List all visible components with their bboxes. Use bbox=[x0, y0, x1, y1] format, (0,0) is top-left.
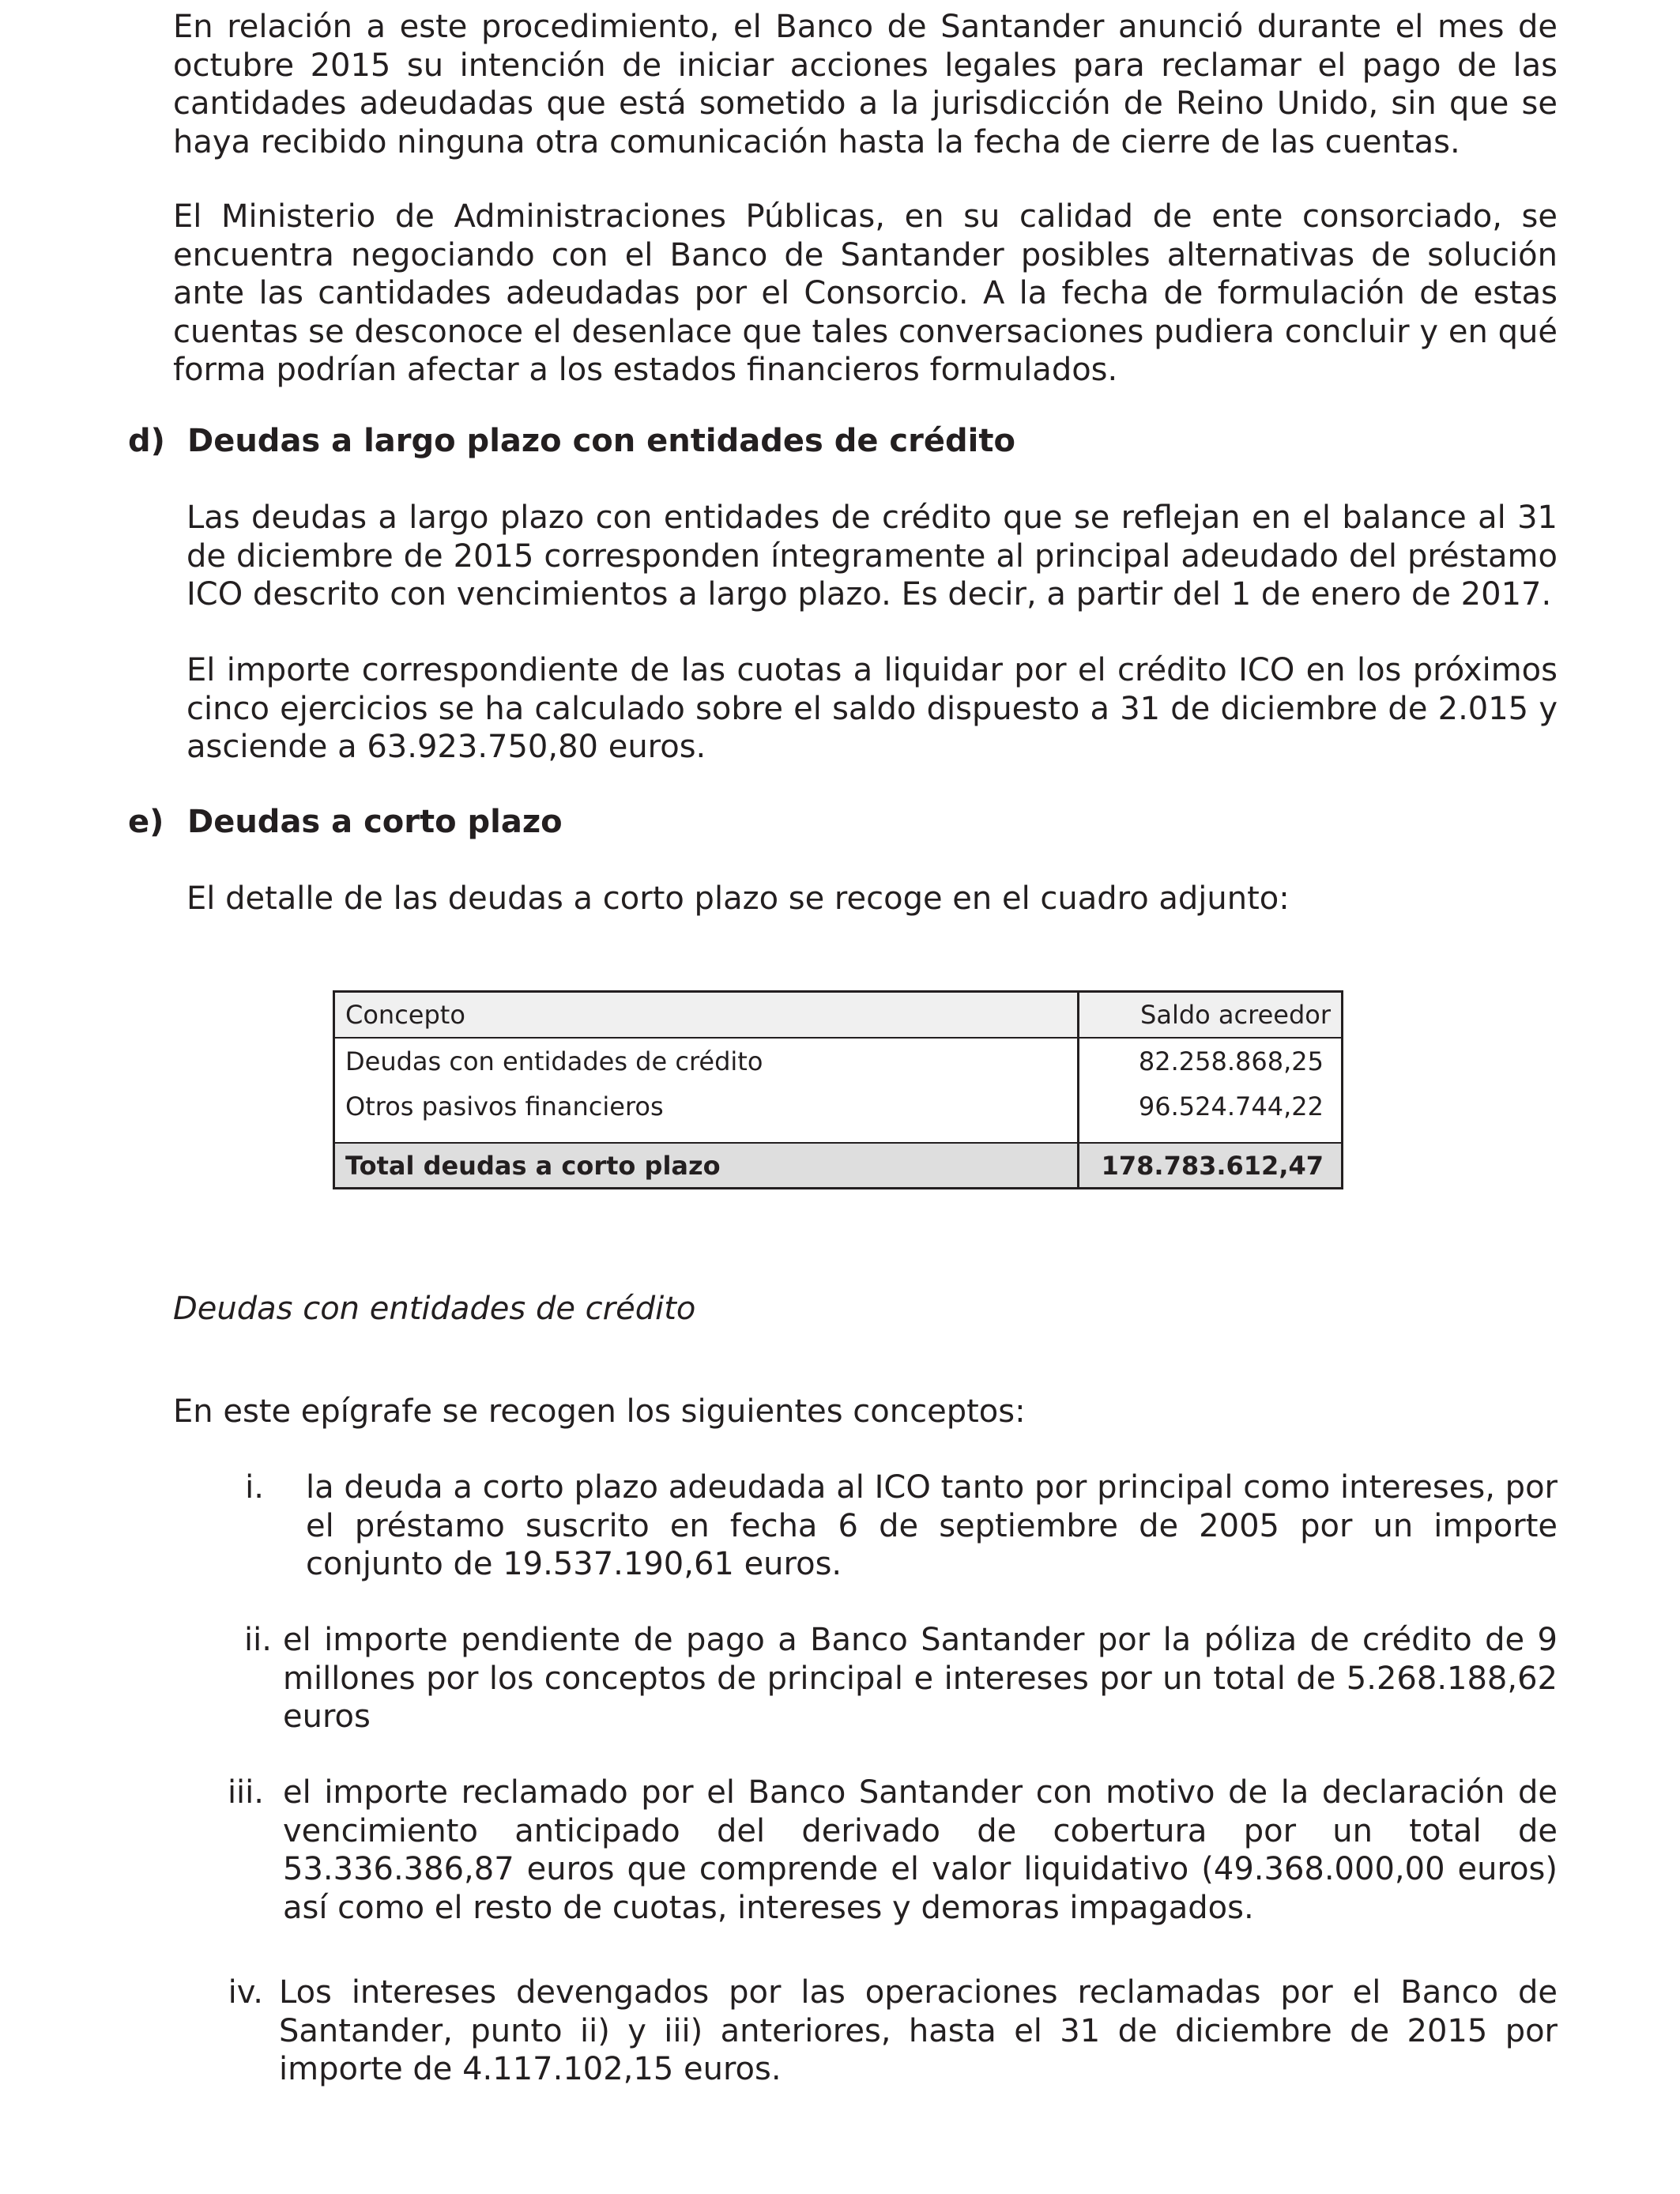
list-item-text: Los intereses devengados por las operaciones reclamadas por el Banco de Santander, punto ii) y iii) anteriores, hasta el 31 de diciembre de 2015 por importe de 4.117.102,15 euros. bbox=[279, 1974, 1558, 2087]
table-cell-amount: 82.258.868,25 bbox=[1138, 1046, 1324, 1076]
subsection-intro: En este epígrafe se recogen los siguientes conceptos: bbox=[173, 1393, 1026, 1430]
table-total-concept: Total deudas a corto plazo bbox=[335, 1144, 1079, 1187]
table-header-concept: Concepto bbox=[335, 993, 1079, 1037]
table-row bbox=[335, 1084, 1341, 1129]
list-item-number: iv. bbox=[228, 1974, 263, 2011]
subsection-title: Deudas con entidades de crédito bbox=[173, 1291, 696, 1327]
section-d-heading bbox=[128, 422, 1234, 462]
table-cell-amount: 96.524.744,22 bbox=[1138, 1091, 1324, 1122]
table-cell-concept: Otros pasivos financieros bbox=[335, 1084, 1079, 1129]
intro-paragraph-2: El Ministerio de Administraciones Públicas, en su calidad de ente consorciado, se encuentra negociando con el Banco de Santander posibles alternativas de solución ante las cantidades adeudadas por el Consorcio. A la fecha de formulación de estas cuentas se desconoce el desenlace que tales conversaciones pudiera concluir y en qué forma podrían afectar a los estados financieros formulados. bbox=[173, 198, 1558, 388]
section-d-paragraph-1: Las deudas a largo plazo con entidades de crédito que se reflejan en el balance al 31 de diciembre de 2015 corresponden íntegramente al principal adeudado del préstamo ICO descrito con vencimientos a largo plazo. Es decir, a partir del 1 de enero de 2017. bbox=[186, 499, 1558, 613]
section-d-title: Deudas a largo plazo con entidades de crédito bbox=[187, 423, 1015, 459]
section-d-paragraph-2: El importe correspondiente de las cuotas a liquidar por el crédito ICO en los próximos cinco ejercicios se ha calculado sobre el saldo dispuesto a 31 de diciembre de 2.015 y asciende a 63.923.750,80 euros. bbox=[186, 652, 1558, 765]
list-item bbox=[221, 1973, 1565, 2092]
table-row bbox=[335, 1039, 1341, 1084]
section-e-heading bbox=[128, 803, 1234, 843]
list-item-number: ii. bbox=[244, 1622, 272, 1658]
intro-paragraph-1: En relación a este procedimiento, el Banco de Santander anunció durante el mes de octubre 2015 su intención de iniciar acciones legales para reclamar el pago de las cantidades adeudadas que está sometido a la jurisdicción de Reino Unido, sin que se haya recibido ninguna otra comunicación hasta la fecha de cierre de las cuentas. bbox=[173, 9, 1558, 160]
short-term-debt-table bbox=[333, 990, 1343, 1189]
list-item bbox=[221, 1774, 1565, 1932]
list-item bbox=[221, 1621, 1565, 1740]
section-e-paragraph-1: El detalle de las deudas a corto plazo se recoge en el cuadro adjunto: bbox=[186, 880, 1290, 917]
list-item-text: la deuda a corto plazo adeudada al ICO tanto por principal como intereses, por el préstamo suscrito en fecha 6 de septiembre de 2005 por un importe conjunto de 19.537.190,61 euros. bbox=[306, 1469, 1558, 1582]
list-item-text: el importe reclamado por el Banco Santander con motivo de la declaración de vencimiento anticipado del derivado de cobertura por un total de 53.336.386,87 euros que comprende el valor liquidativo (49.368.000,00 euros) así como el resto de cuotas, intereses y demoras impagados. bbox=[283, 1774, 1558, 1926]
table-spacer-cell bbox=[1079, 1129, 1341, 1142]
table-header-row bbox=[335, 993, 1341, 1039]
list-item bbox=[221, 1468, 1565, 1587]
list-item-number: i. bbox=[245, 1469, 264, 1506]
list-item-text: el importe pendiente de pago a Banco Santander por la póliza de crédito de 9 millones por los conceptos de principal e intereses por un total de 5.268.188,62 euros bbox=[283, 1622, 1558, 1735]
table-total-row bbox=[335, 1142, 1341, 1187]
table-header-amount: Saldo acreedor bbox=[1140, 1000, 1331, 1030]
table-total-amount: 178.783.612,47 bbox=[1101, 1150, 1324, 1181]
table-cell-concept: Deudas con entidades de crédito bbox=[335, 1039, 1079, 1084]
section-d-letter: d) bbox=[128, 423, 165, 459]
list-item-number: iii. bbox=[227, 1774, 264, 1811]
section-e-title: Deudas a corto plazo bbox=[187, 804, 563, 840]
table-spacer-row bbox=[335, 1129, 1341, 1142]
section-e-letter: e) bbox=[128, 804, 164, 840]
table-spacer-cell bbox=[335, 1129, 1079, 1142]
